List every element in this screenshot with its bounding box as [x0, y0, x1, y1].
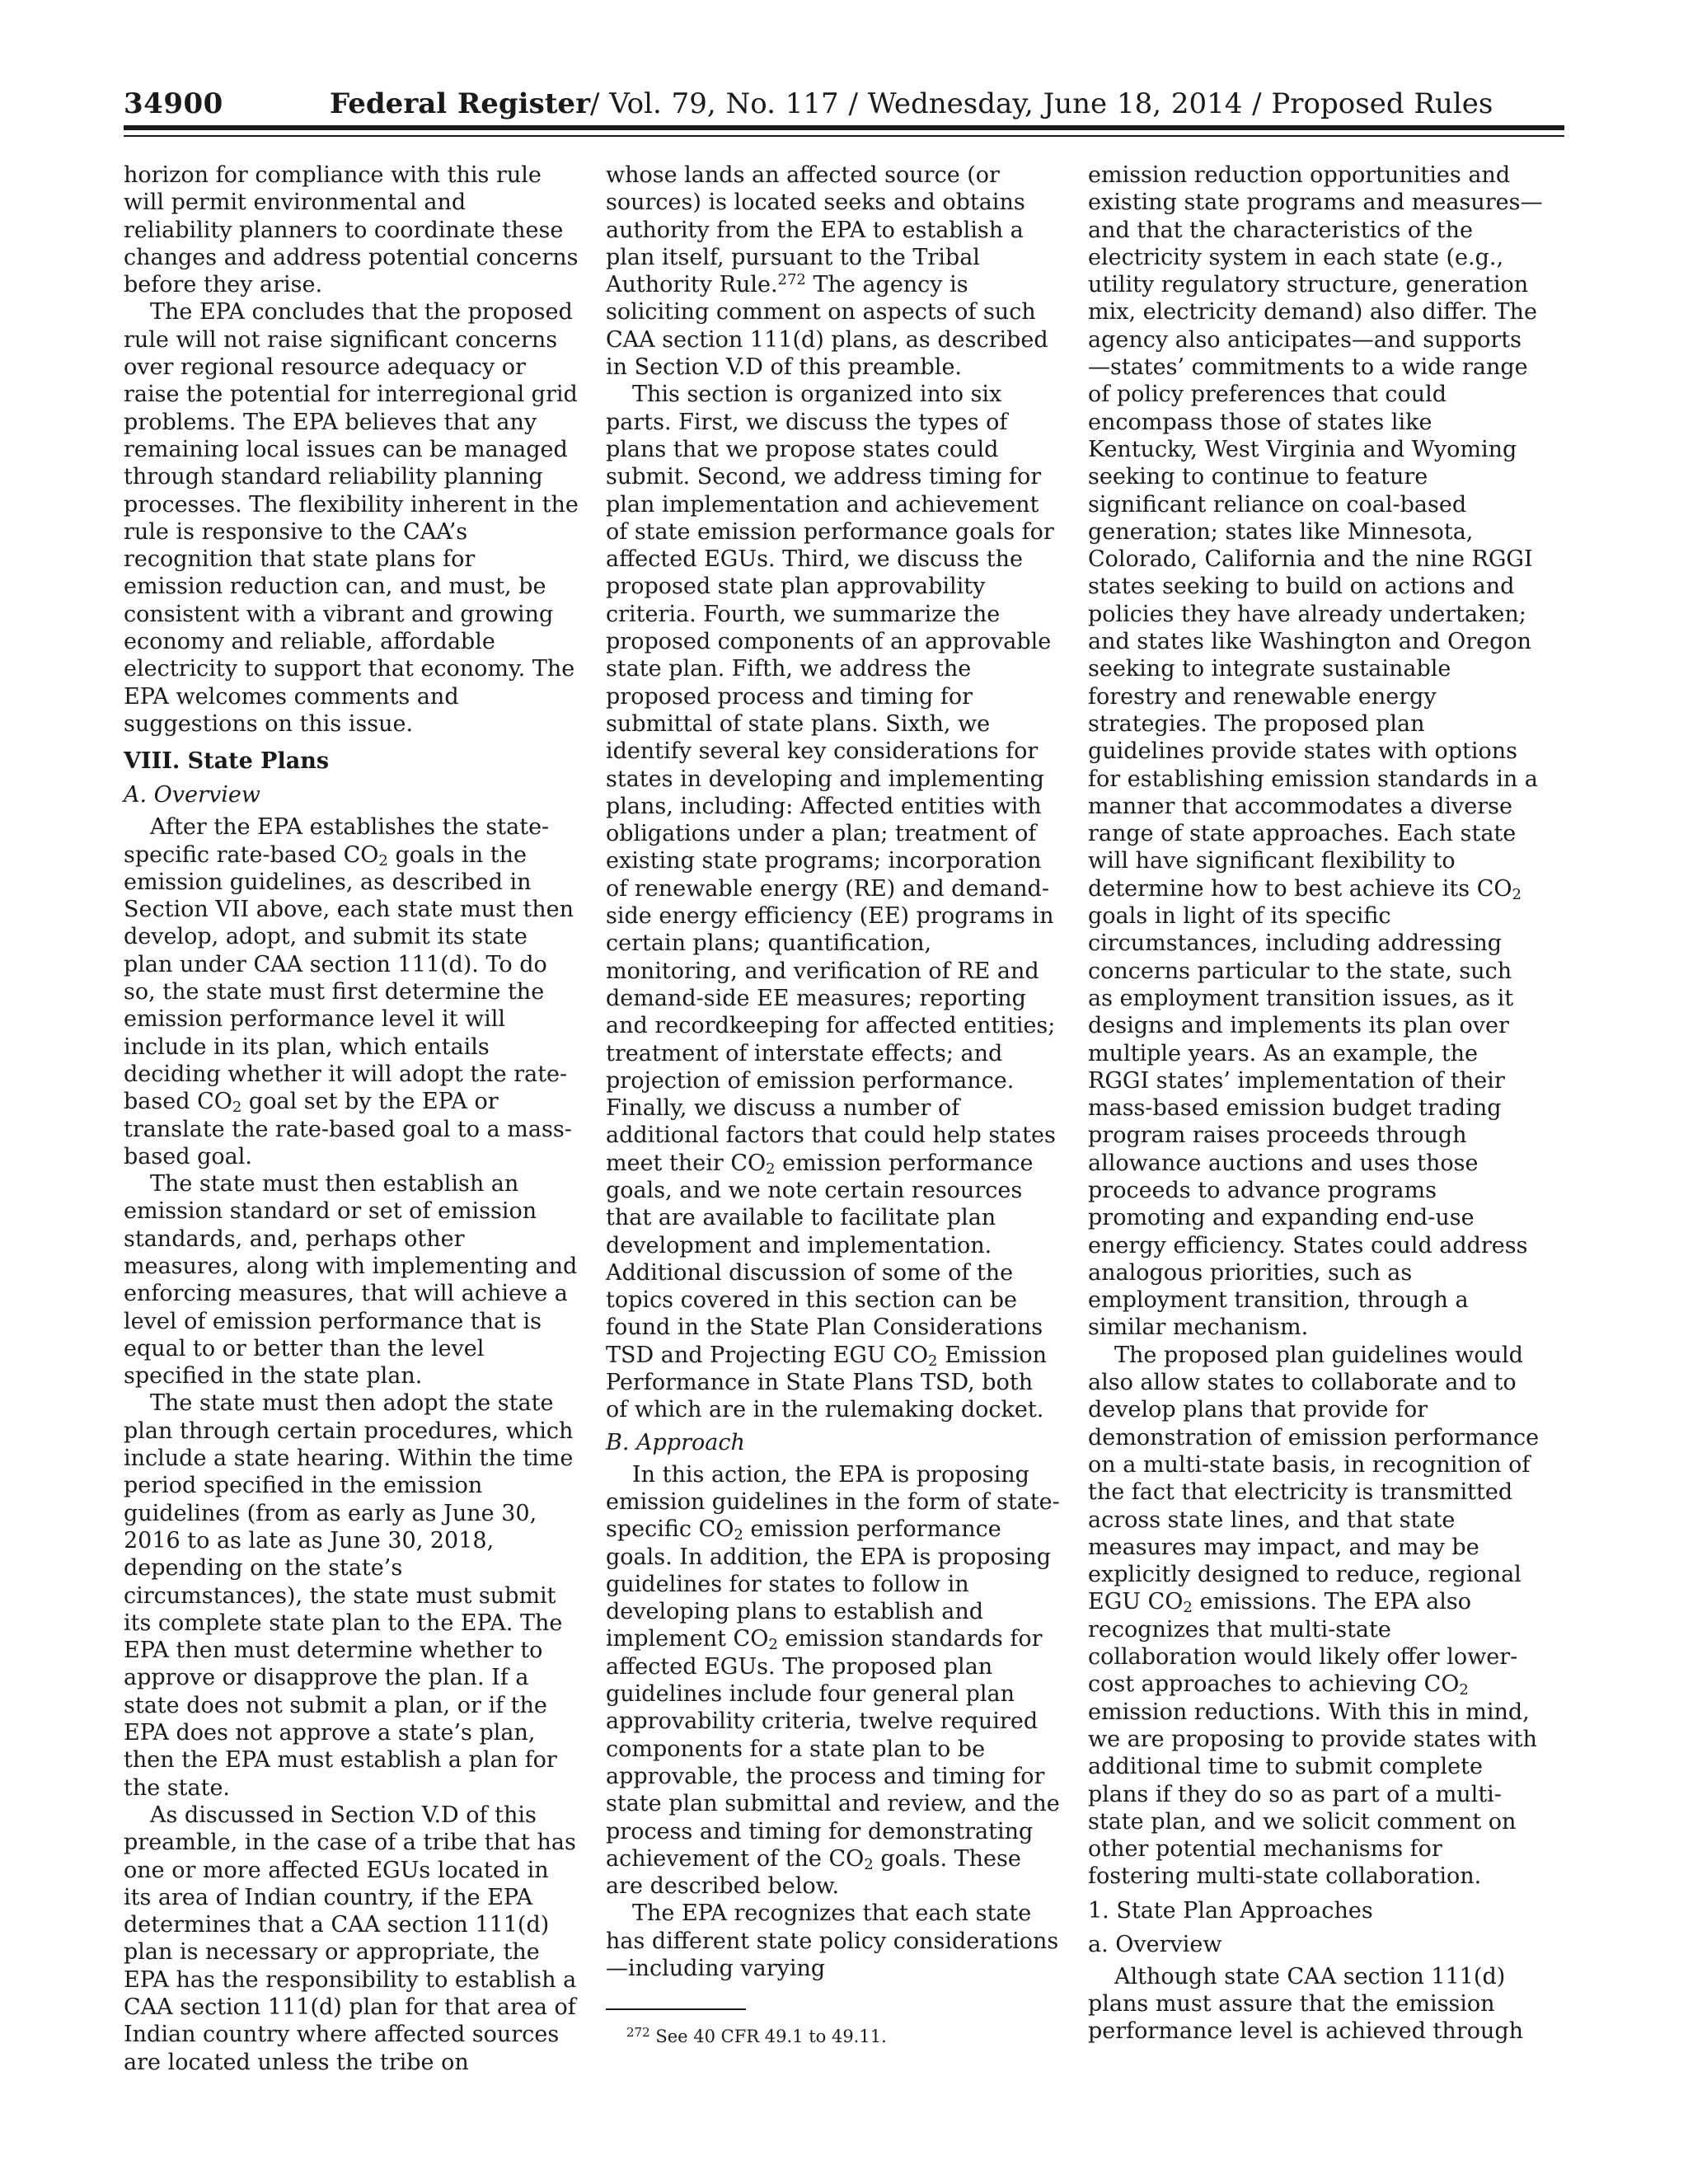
header-rule-thin	[124, 135, 1564, 137]
paragraph: whose lands an affected source (or sources) is located seeks and obtains authority from the EPA to establish a plan itself, pursuant to the Tribal Authority Rule.$^{272}$ The agency is soliciting comment on aspects of such CAA section 111(d) plans, as described in Section V.D of this preamble.	[606, 162, 1048, 381]
paragraph: The EPA recognizes that each state has different state policy considerations—including varying	[606, 1900, 1059, 1981]
running-head	[330, 87, 1493, 120]
page-header	[124, 82, 1564, 132]
section-heading: VIII. State Plans	[124, 748, 330, 775]
paragraph: The state must then adopt the state plan through certain procedures, which include a state hearing. Within the time period specified in the emission guidelines (from as early as June 30, 2016 to as late as June 30, 2018, depending on the state’s circumstances), the state must submit its complete state plan to the EPA. The EPA then must determine whether to approve or disapprove the plan. If a state does not submit a plan, or if the EPA does not approve a state’s plan, then the EPA must establish a plan for the state.	[124, 1390, 574, 1801]
paragraph: This section is organized into six parts. First, we discuss the types of plans that we propose states could submit. Second, we address timing for plan implementation and achievement of state emission performance goals for affected EGUs. Third, we discuss the proposed state plan approvability criteria. Fourth, we summarize the proposed components of an approvable state plan. Fifth, we address the proposed process and timing for submittal of state plans. Sixth, we identify several key considerations for states in developing and implementing plans, including: Affected entities with obligations under a plan; treatment of existing state programs; incorporation of renewable energy (RE) and demand-side energy efficiency (EE) programs in certain plans; quantification, monitoring, and verification of RE and demand-side EE measures; reporting and recordkeeping for affected entities; treatment of interstate effects; and projection of emission performance. Finally, we discuss a number of additional factors that could help states meet their $CO_2$ emission performance goals, and we note certain resources that are available to facilitate plan development and implementation. Additional discussion of some of the topics covered in this section can be found in the State Plan Considerations TSD and Projecting EGU $CO_2$ Emission Performance in State Plans TSD, both of which are in the rulemaking docket.	[606, 382, 1056, 1423]
subsection-heading: B. Approach	[606, 1429, 745, 1455]
paragraph: In this action, the EPA is proposing emission guidelines in the form of state-specific $CO_2$ emission performance goals. In addition, the EPA is proposing guidelines for states to follow in developing plans to establish and implement $CO_2$ emission standards for affected EGUs. The proposed plan guidelines include four general plan approvability criteria, twelve required components for a state plan to be approvable, the process and timing for state plan submittal and review, and the process and timing for demonstrating achievement of the $CO_2$ goals. These are described below.	[606, 1461, 1060, 1900]
footnote-text: See 40 CFR 49.1 to 49.11.	[655, 2027, 887, 2046]
text-column-3	[1088, 162, 1543, 2046]
paragraph: As discussed in Section V.D of this preamble, in the case of a tribe that has one or more affected EGUs located in its area of Indian country, if the EPA determines that a CAA section 111(d) plan is necessary or appropriate, the EPA has the responsibility to establish a CAA section 111(d) plan for that area of Indian country where affected sources are located unless the tribe on	[124, 1802, 577, 2075]
footnote-ref: 272	[777, 271, 806, 289]
page-number: 34900	[124, 87, 223, 120]
paragraph: After the EPA establishes the state-specific rate-based $CO_2$ goals in the emission guidelines, as described in Section VII above, each state must then develop, adopt, and submit its state plan under CAA section 111(d). To do so, the state must first determine the emission performance level it will include in its plan, which entails deciding whether it will adopt the rate-based $CO_2$ goal set by the EPA or translate the rate-based goal to a mass-based goal.	[124, 814, 574, 1169]
text-column-1	[124, 162, 579, 2076]
numbered-subheading: a. Overview	[1088, 1931, 1222, 1957]
footnote-rule	[606, 2008, 746, 2010]
text-column-2	[606, 162, 1061, 1982]
footnote-number: 272	[626, 2025, 650, 2040]
footnote	[626, 2026, 887, 2047]
paragraph: emission reduction opportunities and existing state programs and measures—and that the characteristics of the electricity system in each state (e.g., utility regulatory structure, generation mix, electricity demand) also differ. The agency also anticipates—and supports—states’ commitments to a wide range of policy preferences that could encompass those of states like Kentucky, West Virginia and Wyoming seeking to continue to feature significant reliance on coal-based generation; states like Minnesota, Colorado, California and the nine RGGI states seeking to build on actions and policies they have already undertaken; and states like Washington and Oregon seeking to integrate sustainable forestry and renewable energy strategies. The proposed plan guidelines provide states with options for establishing emission standards in a manner that accommodates a diverse range of state approaches. Each state will have significant flexibility to determine how to best achieve its $CO_2$ goals in light of its specific circumstances, including addressing concerns particular to the state, such as employment transition issues, as it designs and implements its plan over multiple years. As an example, the RGGI states’ implementation of their mass-based emission budget trading program raises proceeds through allowance auctions and uses those proceeds to advance programs promoting and expanding end-use energy efficiency. States could address analogous priorities, such as employment transition, through a similar mechanism.	[1088, 162, 1543, 1341]
publication-name: Federal Register	[330, 87, 590, 120]
paragraph: The state must then establish an emission standard or set of emission standards, and, perhaps other measures, along with implementing and enforcing measures, that will achieve a level of emission performance that is equal to or better than the level specified in the state plan.	[124, 1171, 578, 1390]
numbered-heading: 1. State Plan Approaches	[1088, 1897, 1373, 1924]
paragraph: The proposed plan guidelines would also allow states to collaborate and to develop plans that provide for demonstration of emission performance on a multi-state basis, in recognition of the fact that electricity is transmitted across state lines, and that state measures may impact, and may be explicitly designed to reduce, regional EGU $CO_2$ emissions. The EPA also recognizes that multi-state collaboration would likely offer lower-cost approaches to achieving $CO_2$ emission reductions. With this in mind, we are proposing to provide states with additional time to submit complete plans if they do so as part of a multi-state plan, and we solicit comment on other potential mechanisms for fostering multi-state collaboration.	[1088, 1342, 1540, 1890]
paragraph: horizon for compliance with this rule will permit environmental and reliability planners to coordinate these changes and address potential concerns before they arise.	[124, 162, 579, 298]
paragraph: Although state CAA section 111(d) plans must assure that the emission performance level is achieved through	[1088, 1963, 1524, 2045]
paragraph: The EPA concludes that the proposed rule will not raise significant concerns over regional resource adequacy or raise the potential for interregional grid problems. The EPA believes that any remaining local issues can be managed through standard reliability planning processes. The flexibility inherent in the rule is responsive to the CAA’s recognition that state plans for emission reduction can, and must, be consistent with a vibrant and growing economy and reliable, affordable electricity to support that economy. The EPA welcomes comments and suggestions on this issue.	[124, 299, 579, 737]
issue-info: / Vol. 79, No. 117 / Wednesday, June 18, 2014 / Proposed Rules	[589, 87, 1493, 120]
header-rule-thick	[124, 125, 1564, 130]
subsection-heading: A. Overview	[124, 782, 260, 808]
